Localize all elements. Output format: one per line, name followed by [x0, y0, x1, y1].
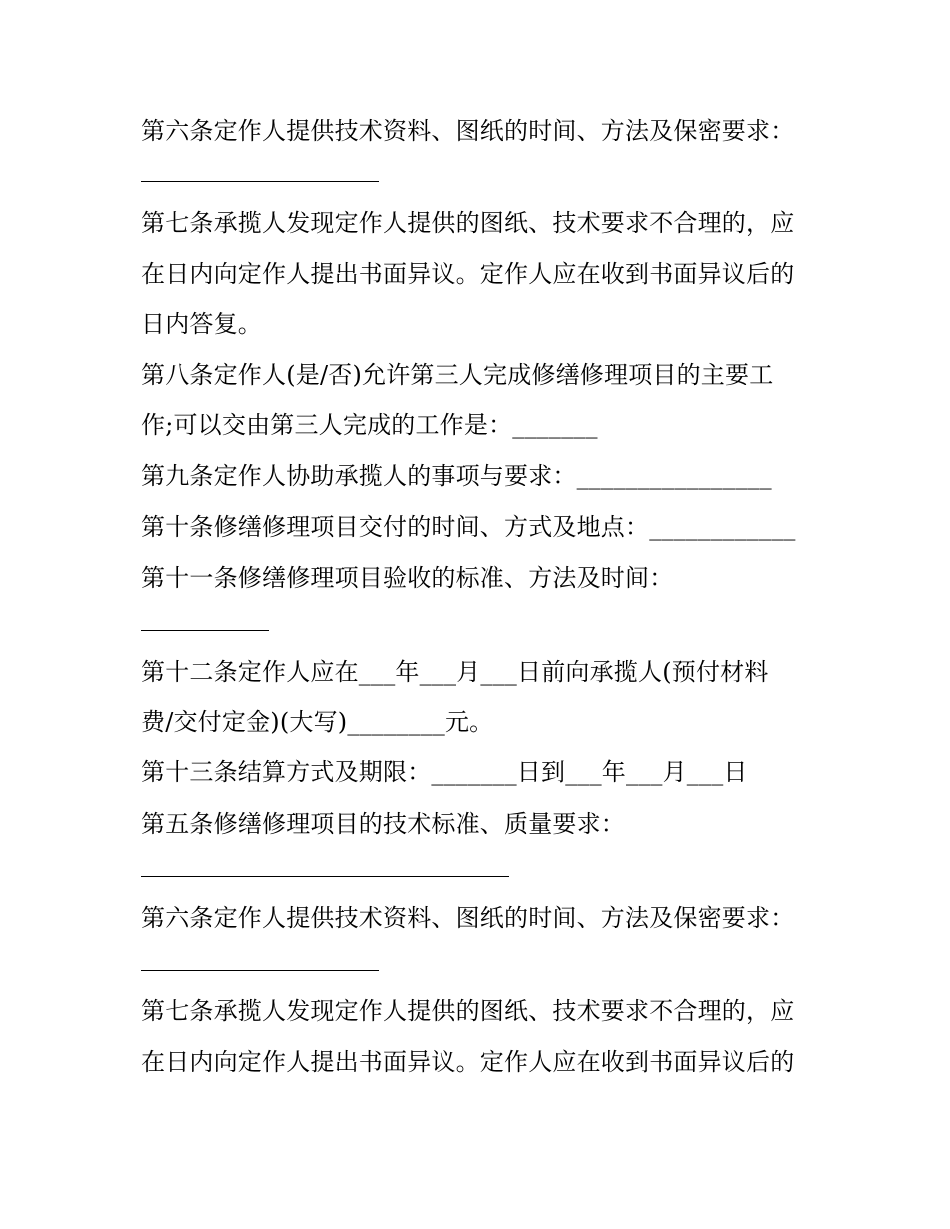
- clause-12-line-2: 费/交付定金)(大写)________元。: [141, 708, 494, 736]
- fill-blank: [141, 876, 509, 877]
- clause-7-line-1: 第七条承揽人发现定作人提供的图纸、技术要求不合理的，应: [141, 209, 795, 237]
- clause-12-line-1: 第十二条定作人应在___年___月___日前向承揽人(预付材料: [141, 658, 769, 686]
- fill-blank: [141, 970, 379, 971]
- clause-13-line: 第十三条结算方式及期限：_______日到___年___月___日: [141, 758, 748, 786]
- clause-9-line: 第九条定作人协助承揽人的事项与要求：________________: [141, 462, 772, 490]
- clause-10-line: 第十条修缮修理项目交付的时间、方式及地点：____________: [141, 513, 796, 541]
- clause-7-repeat-line-1: 第七条承揽人发现定作人提供的图纸、技术要求不合理的，应: [141, 997, 795, 1025]
- clause-7-repeat-line-2: 在日内向定作人提出书面异议。定作人应在收到书面异议后的: [141, 1048, 795, 1076]
- clause-7-line-2: 在日内向定作人提出书面异议。定作人应在收到书面异议后的: [141, 260, 795, 288]
- clause-7-line-3: 日内答复。: [141, 310, 262, 338]
- fill-blank: [141, 181, 379, 182]
- clause-8-line-2: 作;可以交由第三人完成的工作是：_______: [141, 411, 598, 439]
- clause-6-line: 第六条定作人提供技术资料、图纸的时间、方法及保密要求：: [141, 117, 795, 145]
- fill-blank: [141, 630, 269, 631]
- clause-5-line: 第五条修缮修理项目的技术标准、质量要求：: [141, 810, 625, 838]
- clause-6-repeat-line: 第六条定作人提供技术资料、图纸的时间、方法及保密要求：: [141, 904, 795, 932]
- clause-11-line: 第十一条修缮修理项目验收的标准、方法及时间：: [141, 564, 674, 592]
- clause-8-line-1: 第八条定作人(是/否)允许第三人完成修缮修理项目的主要工: [141, 361, 774, 389]
